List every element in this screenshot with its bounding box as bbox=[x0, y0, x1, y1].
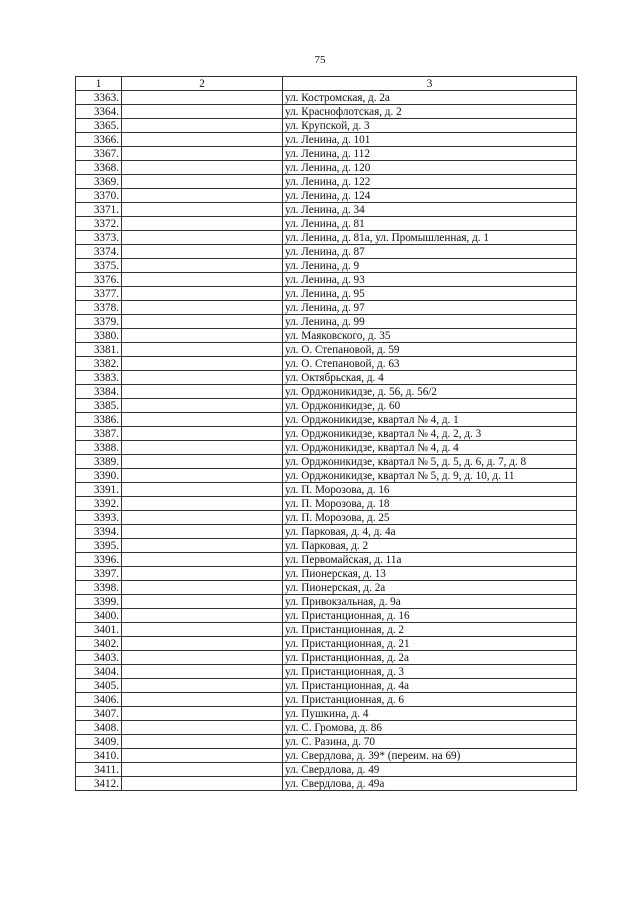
table-row bbox=[76, 651, 577, 665]
row-number: 3369. bbox=[76, 175, 122, 189]
table-row bbox=[76, 539, 577, 553]
row-address: ул. Ленина, д. 99 bbox=[283, 315, 577, 329]
row-address: ул. Орджоникидзе, квартал № 4, д. 1 bbox=[283, 413, 577, 427]
row-address: ул. Пионерская, д. 2а bbox=[283, 581, 577, 595]
row-address: ул. С. Разина, д. 70 bbox=[283, 735, 577, 749]
row-address: ул. Пристанционная, д. 3 bbox=[283, 665, 577, 679]
row-address: ул. Пристанционная, д. 16 bbox=[283, 609, 577, 623]
table-row bbox=[76, 707, 577, 721]
table-row bbox=[76, 777, 577, 791]
row-col-2 bbox=[122, 553, 283, 567]
row-col-2 bbox=[122, 693, 283, 707]
table-row bbox=[76, 315, 577, 329]
row-col-2 bbox=[122, 105, 283, 119]
row-address: ул. Костромская, д. 2а bbox=[283, 91, 577, 105]
row-number: 3398. bbox=[76, 581, 122, 595]
row-number: 3385. bbox=[76, 399, 122, 413]
row-col-2 bbox=[122, 133, 283, 147]
row-number: 3386. bbox=[76, 413, 122, 427]
row-col-2 bbox=[122, 665, 283, 679]
row-col-2 bbox=[122, 567, 283, 581]
table-body bbox=[76, 91, 577, 791]
row-col-2 bbox=[122, 679, 283, 693]
row-address: ул. Маяковского, д. 35 bbox=[283, 329, 577, 343]
row-address: ул. Первомайская, д. 11а bbox=[283, 553, 577, 567]
table-row bbox=[76, 413, 577, 427]
table-row bbox=[76, 273, 577, 287]
row-col-2 bbox=[122, 763, 283, 777]
row-number: 3397. bbox=[76, 567, 122, 581]
row-number: 3404. bbox=[76, 665, 122, 679]
table-row bbox=[76, 749, 577, 763]
row-address: ул. Октябрьская, д. 4 bbox=[283, 371, 577, 385]
row-number: 3402. bbox=[76, 637, 122, 651]
row-number: 3399. bbox=[76, 595, 122, 609]
row-address: ул. П. Морозова, д. 18 bbox=[283, 497, 577, 511]
row-number: 3370. bbox=[76, 189, 122, 203]
row-col-2 bbox=[122, 203, 283, 217]
row-col-2 bbox=[122, 777, 283, 791]
row-address: ул. С. Громова, д. 86 bbox=[283, 721, 577, 735]
row-col-2 bbox=[122, 343, 283, 357]
table-row bbox=[76, 441, 577, 455]
row-number: 3384. bbox=[76, 385, 122, 399]
row-address: ул. Ленина, д. 87 bbox=[283, 245, 577, 259]
row-col-2 bbox=[122, 357, 283, 371]
row-number: 3380. bbox=[76, 329, 122, 343]
row-col-2 bbox=[122, 231, 283, 245]
row-address: ул. Ленина, д. 93 bbox=[283, 273, 577, 287]
row-number: 3364. bbox=[76, 105, 122, 119]
row-col-2 bbox=[122, 147, 283, 161]
row-number: 3376. bbox=[76, 273, 122, 287]
row-col-2 bbox=[122, 595, 283, 609]
row-address: ул. Ленина, д. 34 bbox=[283, 203, 577, 217]
table-row bbox=[76, 245, 577, 259]
address-table bbox=[75, 76, 577, 791]
row-number: 3390. bbox=[76, 469, 122, 483]
row-number: 3405. bbox=[76, 679, 122, 693]
table-row bbox=[76, 637, 577, 651]
row-number: 3371. bbox=[76, 203, 122, 217]
table-row bbox=[76, 665, 577, 679]
table-header-row bbox=[76, 77, 577, 91]
row-col-2 bbox=[122, 371, 283, 385]
row-col-2 bbox=[122, 91, 283, 105]
row-number: 3396. bbox=[76, 553, 122, 567]
row-address: ул. Ленина, д. 95 bbox=[283, 287, 577, 301]
header-col-2: 2 bbox=[122, 77, 283, 91]
row-col-2 bbox=[122, 497, 283, 511]
row-number: 3379. bbox=[76, 315, 122, 329]
table-row bbox=[76, 189, 577, 203]
row-number: 3408. bbox=[76, 721, 122, 735]
row-address: ул. Пионерская, д. 13 bbox=[283, 567, 577, 581]
table-row bbox=[76, 567, 577, 581]
row-address: ул. Свердлова, д. 39* (переим. на 69) bbox=[283, 749, 577, 763]
row-col-2 bbox=[122, 189, 283, 203]
table-row bbox=[76, 217, 577, 231]
row-col-2 bbox=[122, 525, 283, 539]
row-col-2 bbox=[122, 175, 283, 189]
table-row bbox=[76, 147, 577, 161]
row-address: ул. Ленина, д. 112 bbox=[283, 147, 577, 161]
row-address: ул. Ленина, д. 97 bbox=[283, 301, 577, 315]
row-number: 3403. bbox=[76, 651, 122, 665]
row-col-2 bbox=[122, 651, 283, 665]
row-col-2 bbox=[122, 735, 283, 749]
row-number: 3410. bbox=[76, 749, 122, 763]
row-number: 3409. bbox=[76, 735, 122, 749]
table-row bbox=[76, 231, 577, 245]
table-row bbox=[76, 581, 577, 595]
row-number: 3368. bbox=[76, 161, 122, 175]
row-col-2 bbox=[122, 273, 283, 287]
table-row bbox=[76, 497, 577, 511]
table-row bbox=[76, 609, 577, 623]
table-row bbox=[76, 385, 577, 399]
table-row bbox=[76, 175, 577, 189]
row-address: ул. Крупской, д. 3 bbox=[283, 119, 577, 133]
table-row bbox=[76, 679, 577, 693]
row-address: ул. Пристанционная, д. 6 bbox=[283, 693, 577, 707]
row-col-2 bbox=[122, 609, 283, 623]
table-row bbox=[76, 133, 577, 147]
row-address: ул. Ленина, д. 81а, ул. Промышленная, д. 1 bbox=[283, 231, 577, 245]
row-address: ул. Ленина, д. 81 bbox=[283, 217, 577, 231]
row-number: 3372. bbox=[76, 217, 122, 231]
row-col-2 bbox=[122, 427, 283, 441]
table-row bbox=[76, 623, 577, 637]
row-address: ул. Парковая, д. 4, д. 4а bbox=[283, 525, 577, 539]
row-number: 3392. bbox=[76, 497, 122, 511]
row-number: 3378. bbox=[76, 301, 122, 315]
table-row bbox=[76, 119, 577, 133]
row-address: ул. Ленина, д. 122 bbox=[283, 175, 577, 189]
row-number: 3394. bbox=[76, 525, 122, 539]
row-number: 3400. bbox=[76, 609, 122, 623]
row-number: 3373. bbox=[76, 231, 122, 245]
table-row bbox=[76, 287, 577, 301]
row-col-2 bbox=[122, 707, 283, 721]
row-address: ул. П. Морозова, д. 16 bbox=[283, 483, 577, 497]
row-number: 3374. bbox=[76, 245, 122, 259]
row-number: 3375. bbox=[76, 259, 122, 273]
row-address: ул. Свердлова, д. 49а bbox=[283, 777, 577, 791]
table-row bbox=[76, 259, 577, 273]
table-row bbox=[76, 343, 577, 357]
row-number: 3411. bbox=[76, 763, 122, 777]
row-col-2 bbox=[122, 441, 283, 455]
row-number: 3393. bbox=[76, 511, 122, 525]
row-address: ул. П. Морозова, д. 25 bbox=[283, 511, 577, 525]
table-row bbox=[76, 763, 577, 777]
table-row bbox=[76, 105, 577, 119]
row-col-2 bbox=[122, 315, 283, 329]
row-col-2 bbox=[122, 581, 283, 595]
row-number: 3365. bbox=[76, 119, 122, 133]
row-number: 3388. bbox=[76, 441, 122, 455]
header-col-1: 1 bbox=[76, 77, 122, 91]
table-row bbox=[76, 329, 577, 343]
row-col-2 bbox=[122, 329, 283, 343]
row-address: ул. Орджоникидзе, квартал № 5, д. 5, д. 6, д. 7, д. 8 bbox=[283, 455, 577, 469]
row-number: 3406. bbox=[76, 693, 122, 707]
row-col-2 bbox=[122, 413, 283, 427]
row-address: ул. Орджоникидзе, квартал № 4, д. 2, д. 3 bbox=[283, 427, 577, 441]
row-number: 3391. bbox=[76, 483, 122, 497]
row-address: ул. Пристанционная, д. 2а bbox=[283, 651, 577, 665]
row-address: ул. О. Степановой, д. 63 bbox=[283, 357, 577, 371]
row-address: ул. Пушкина, д. 4 bbox=[283, 707, 577, 721]
row-address: ул. Орджоникидзе, квартал № 5, д. 9, д. 10, д. 11 bbox=[283, 469, 577, 483]
row-number: 3366. bbox=[76, 133, 122, 147]
row-col-2 bbox=[122, 469, 283, 483]
table-row bbox=[76, 483, 577, 497]
row-address: ул. О. Степановой, д. 59 bbox=[283, 343, 577, 357]
row-number: 3367. bbox=[76, 147, 122, 161]
table-row bbox=[76, 357, 577, 371]
row-col-2 bbox=[122, 245, 283, 259]
row-address: ул. Свердлова, д. 49 bbox=[283, 763, 577, 777]
row-address: ул. Привокзальная, д. 9а bbox=[283, 595, 577, 609]
table-row bbox=[76, 455, 577, 469]
row-col-2 bbox=[122, 637, 283, 651]
row-address: ул. Ленина, д. 124 bbox=[283, 189, 577, 203]
page-number: 75 bbox=[314, 54, 326, 66]
table-row bbox=[76, 721, 577, 735]
row-col-2 bbox=[122, 217, 283, 231]
row-col-2 bbox=[122, 259, 283, 273]
row-number: 3382. bbox=[76, 357, 122, 371]
table-row bbox=[76, 301, 577, 315]
table-row bbox=[76, 511, 577, 525]
row-col-2 bbox=[122, 161, 283, 175]
row-address: ул. Пристанционная, д. 2 bbox=[283, 623, 577, 637]
header-col-3: 3 bbox=[283, 77, 577, 91]
table-row bbox=[76, 91, 577, 105]
row-number: 3377. bbox=[76, 287, 122, 301]
row-address: ул. Парковая, д. 2 bbox=[283, 539, 577, 553]
row-col-2 bbox=[122, 721, 283, 735]
table-row bbox=[76, 371, 577, 385]
table-row bbox=[76, 595, 577, 609]
row-address: ул. Ленина, д. 120 bbox=[283, 161, 577, 175]
table-row bbox=[76, 469, 577, 483]
row-col-2 bbox=[122, 399, 283, 413]
row-number: 3401. bbox=[76, 623, 122, 637]
row-col-2 bbox=[122, 511, 283, 525]
table-row bbox=[76, 553, 577, 567]
row-number: 3389. bbox=[76, 455, 122, 469]
row-number: 3395. bbox=[76, 539, 122, 553]
row-col-2 bbox=[122, 483, 283, 497]
row-number: 3383. bbox=[76, 371, 122, 385]
row-number: 3381. bbox=[76, 343, 122, 357]
table-row bbox=[76, 693, 577, 707]
row-col-2 bbox=[122, 623, 283, 637]
table-row bbox=[76, 735, 577, 749]
row-col-2 bbox=[122, 287, 283, 301]
table-row bbox=[76, 161, 577, 175]
row-col-2 bbox=[122, 119, 283, 133]
row-col-2 bbox=[122, 749, 283, 763]
row-col-2 bbox=[122, 539, 283, 553]
table-row bbox=[76, 399, 577, 413]
row-address: ул. Орджоникидзе, д. 56, д. 56/2 bbox=[283, 385, 577, 399]
row-address: ул. Пристанционная, д. 4а bbox=[283, 679, 577, 693]
row-col-2 bbox=[122, 301, 283, 315]
row-number: 3387. bbox=[76, 427, 122, 441]
row-address: ул. Краснофлотская, д. 2 bbox=[283, 105, 577, 119]
row-number: 3407. bbox=[76, 707, 122, 721]
row-address: ул. Ленина, д. 9 bbox=[283, 259, 577, 273]
row-address: ул. Орджоникидзе, д. 60 bbox=[283, 399, 577, 413]
row-number: 3412. bbox=[76, 777, 122, 791]
table-row bbox=[76, 203, 577, 217]
row-number: 3363. bbox=[76, 91, 122, 105]
table-row bbox=[76, 427, 577, 441]
table-row bbox=[76, 525, 577, 539]
row-col-2 bbox=[122, 455, 283, 469]
row-address: ул. Орджоникидзе, квартал № 4, д. 4 bbox=[283, 441, 577, 455]
row-col-2 bbox=[122, 385, 283, 399]
row-address: ул. Ленина, д. 101 bbox=[283, 133, 577, 147]
row-address: ул. Пристанционная, д. 21 bbox=[283, 637, 577, 651]
